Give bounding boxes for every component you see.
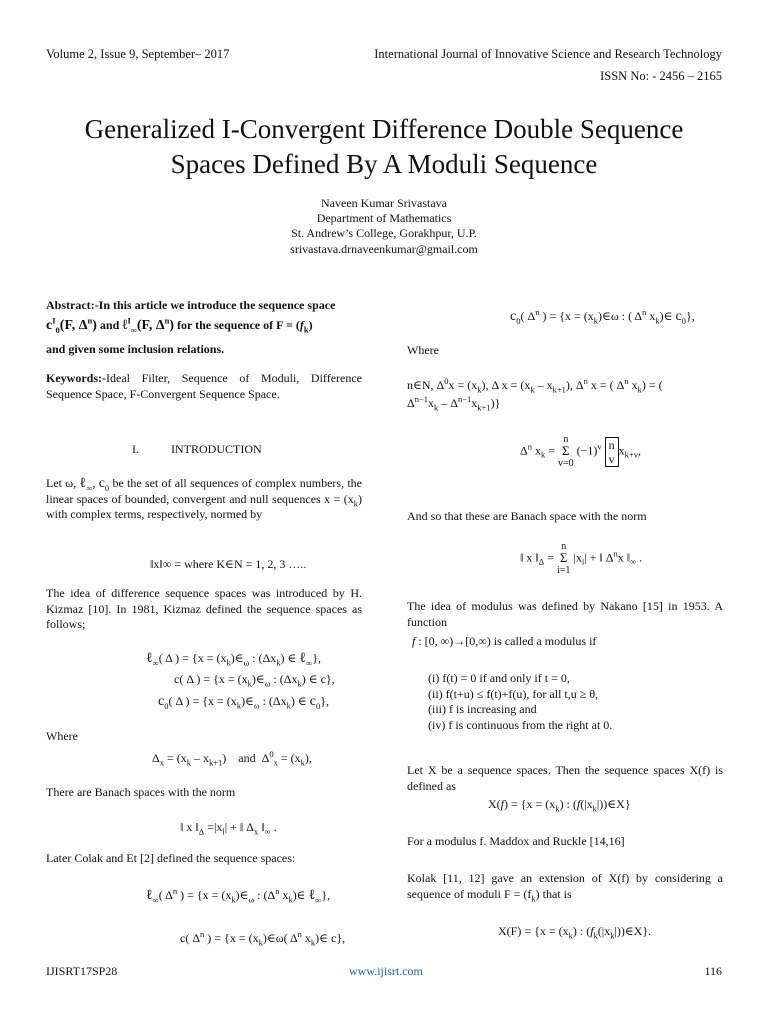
- kolak-paragraph: Kolak [11, 12] gave an extension of X(f) by considering a sequence of moduli $F = (f_k)$ that is: [407, 871, 723, 903]
- abstract-text-1: In this article we introduce the sequence space: [98, 298, 336, 312]
- banach-right-text: And so that these are Banach space with the norm: [407, 509, 647, 523]
- binomial-bracket: n v: [605, 437, 619, 467]
- condition-1: (i) f(t) = 0 if and only if t = 0,: [428, 671, 570, 685]
- abstract-text-3: and given some inclusion relations.: [46, 342, 225, 356]
- keywords-text: Ideal Filter, Sequence of Moduli, Difference Sequence Space, F-Convergent Sequence Space.: [46, 371, 362, 401]
- condition-4: (iv) f is continuous from the right at 0.: [428, 717, 613, 732]
- sum-block-2: n Σ i=1: [557, 541, 571, 576]
- eq-norm-deltan: ‖ x $‖_\Delta = n$ Σ i=1 $|x_i|$ + ‖ $\Delta^nx$ $‖_\infty$ .: [520, 541, 643, 576]
- condition-3: (iii) f is increasing and: [428, 702, 537, 716]
- eq-xF: $X(F) = \{x = (x_k)$ : $(f_k(|x_k|))\in X$}.: [498, 924, 652, 941]
- section-title: INTRODUCTION: [171, 442, 262, 456]
- author-email: srivastava.drnaveenkumar@gmail.com: [290, 241, 478, 256]
- modulus-def: f : [0, ∞)→[0,∞) is called a modulus if: [412, 634, 597, 648]
- intro-text-2: ) with complex terms, respectively, normed by: [46, 491, 362, 521]
- title-line-2: Spaces Defined By A Moduli Sequence: [170, 149, 598, 179]
- colak-text: Later Colak and Et [2] defined the sequence spaces:: [46, 851, 296, 865]
- eq-c-deltan: c( $\Delta^n$ ) = {$x = (x_k)\in\omega$( $\Delta^n$ $x_k)\in$ c},: [180, 929, 346, 948]
- norm-text: = where K∈N = 1, 2, 3 …..: [174, 557, 307, 571]
- abstract-label: Abstract:-: [46, 298, 99, 312]
- eq-linf-delta: ℓ$_\infty$( Δ ) = {$x = (x_k)\in_\omega$ : $(\Delta x_k)$ ∈ ℓ$_\infty$},: [146, 651, 321, 668]
- header-volume: Volume 2, Issue 9, September– 2017: [46, 47, 230, 61]
- author-department: Department of Mathematics: [316, 211, 452, 226]
- condition-2: (ii) f(t+u) ≤ f(t)+f(u), for all t,u ≥ θ,: [428, 686, 599, 701]
- and-word: and: [238, 751, 256, 765]
- kolak-text-1: Kolak [11, 12] gave an extension of X(f) by considering a sequence of moduli F = (f: [407, 871, 723, 901]
- eq-deltan-def: n∈N, $\Delta^0x = (x_k)$, Δ $x = (x_k - x_{k+1})$, $\Delta^n$ x = ( $\Delta^n$ $x_k$) = ( $\Delta^{n-1}x_k - \Delta^{n-1}x_{k+1}$)}: [407, 376, 663, 413]
- sum-block-1: n Σ v=0: [558, 434, 574, 469]
- eq-c0-deltan: $c_0$( $\Delta^n$ ) = {$x = (x_k)\in\omega$ : ( $\Delta^n$ $x_k)\in$ $c_0$},: [510, 307, 695, 326]
- modulus-conditions: [428, 671, 612, 733]
- eq-c-delta: c( Δ ) = {$x = (x_k)\in_\omega$ : $(\Delta x_k)$ ∈ c},: [174, 672, 335, 689]
- abstract: [46, 298, 362, 314]
- header-journal: International Journal of Innovative Science and Research Technology: [374, 47, 722, 61]
- footer-website-link[interactable]: www.ijisrt.com: [349, 964, 423, 978]
- eq-c0-delta: $c_0$( Δ ) = {$x = (x_k)\in_\omega$ : $(\Delta x_k)$ ∈ $c_0$},: [158, 694, 329, 711]
- maddox-text: For a modulus f. Maddox and Ruckle [14,16]: [407, 834, 625, 848]
- xf-paragraph: Let X be a sequence spaces. Then the sequence spaces X(f) is defined as: [407, 763, 723, 793]
- kizmaz-paragraph: The idea of difference sequence spaces was introduced by H. Kizmaz [10]. In 1981, Kizmaz defined the sequence spaces as follows;: [46, 586, 362, 631]
- eq-xf: $X(f) = \{x = (x_k)$ : $(f(|x_k|))\in X$}: [488, 797, 631, 814]
- modulus-def-text: is called a modulus if: [493, 634, 597, 648]
- norm-eq: ‖x‖∞ = where K∈N = 1, 2, 3 …..: [150, 557, 307, 571]
- kolak-text-2: ) that is: [535, 886, 572, 901]
- keywords-label: Keywords:-: [46, 371, 106, 385]
- where-left: Where: [46, 729, 78, 743]
- eq-linf-deltan: ℓ$_\infty$( $\Delta^n$ ) = {$x = (x_k)\in_\omega$ : ($\Delta^n$ $x_k)\in$ ℓ$_\infty$},: [146, 886, 331, 905]
- author-college: St. Andrew’s College, Gorakhpur, U.P.: [291, 226, 477, 241]
- paper-title: [40, 112, 728, 182]
- section-heading: [132, 442, 262, 457]
- banach-text: There are Banach spaces with the norm: [46, 785, 236, 799]
- eq-binomial: $\Delta^n$ $x_k = n$ Σ v=0 $(-1)^v$ n $vx_{k+v}$,: [520, 434, 641, 469]
- author-name: Naveen Kumar Srivastava: [321, 196, 447, 210]
- intro-text-1: be the set of all sequences of complex numbers, the linear spaces of bounded, convergent and null sequences x = (x: [46, 476, 363, 506]
- header-issn: ISSN No: - 2456 – 2165: [600, 69, 722, 83]
- eq-norm-delta: ‖ x $‖_\Delta =|x_l|$ + ‖ $\Delta_x$ $‖_\infty$ .: [180, 820, 277, 837]
- author-block: [184, 196, 584, 257]
- footer-paper-id: IJISRT17SP28: [46, 964, 118, 978]
- keywords: [46, 371, 362, 402]
- title-line-1: Generalized I-Convergent Difference Double Sequence: [84, 114, 684, 144]
- intro-paragraph: Let ω, ℓ$_\infty$, $c_0$ be the set of all sequences of complex numbers, the linear spaces of bounded, convergent and null sequences $x = (x_k)$ with complex terms, respectively, normed by: [46, 476, 363, 521]
- eq-delta-def: $\Delta_x = (x_k - x_{k+1})$ and $\Delta^0_x = (x_k)$,: [152, 749, 312, 768]
- where-right: Where: [407, 343, 439, 357]
- abstract-formula: $c^I_0(F$, $\Delta^n$) and ℓ$^I_\infty$(F, $\Delta^n$) for the sequence of $F = (f_k)$: [46, 315, 313, 335]
- section-number: I.: [132, 442, 139, 456]
- abstract-text-2: for the sequence of F = (: [177, 318, 300, 332]
- footer-page-number: 116: [704, 964, 722, 978]
- modulus-paragraph: The idea of modulus was defined by Nakano [15] in 1953. A function: [407, 599, 723, 629]
